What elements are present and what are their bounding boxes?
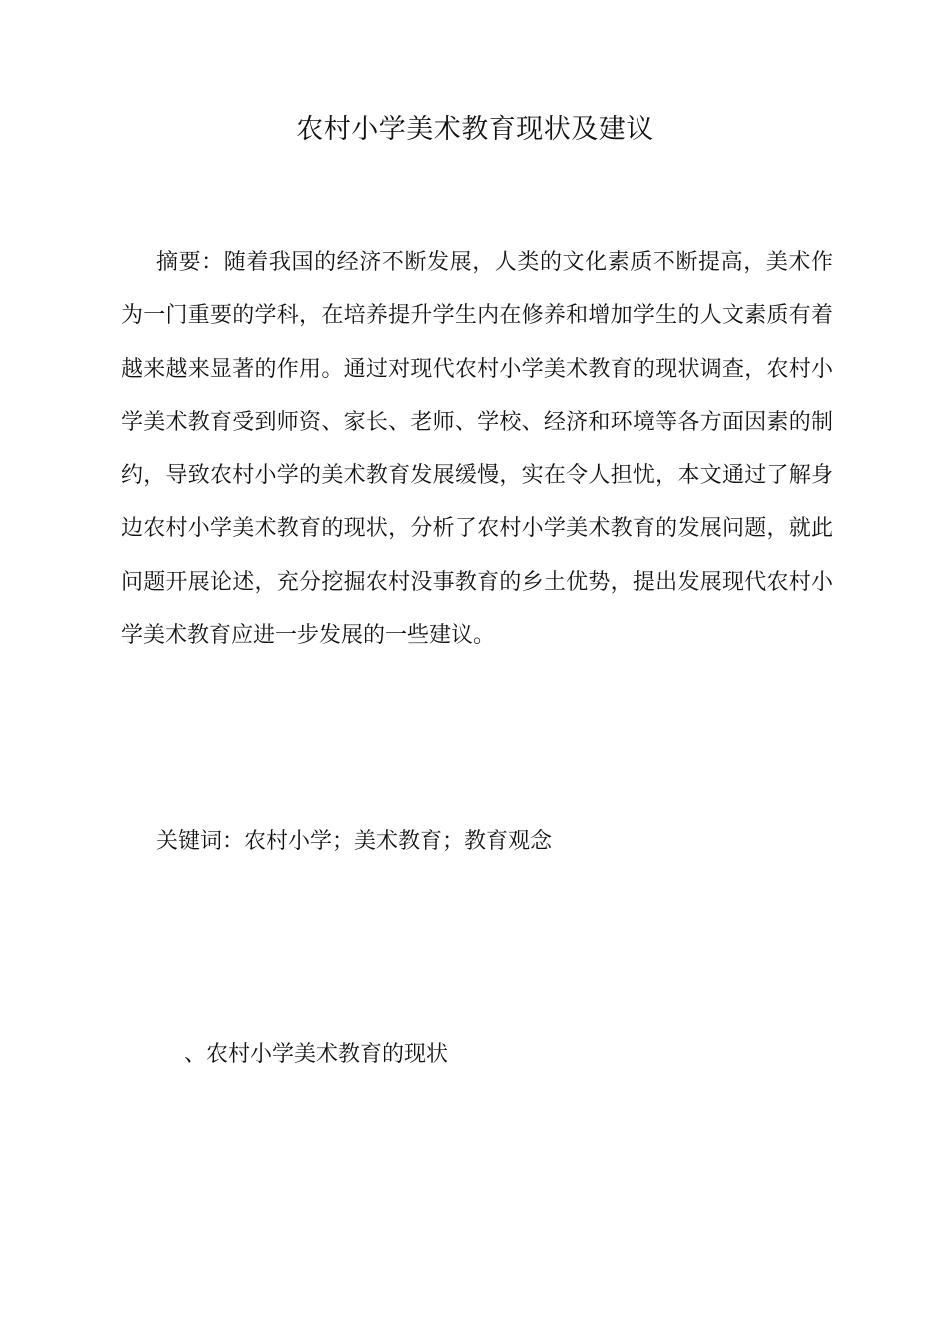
keywords-line: 关键词：农村小学；美术教育；教育观念 <box>156 829 553 854</box>
section-heading: 、农村小学美术教育的现状 <box>184 1042 449 1067</box>
document-title: 农村小学美术教育现状及建议 <box>296 114 654 145</box>
abstract-paragraph: 摘要：随着我国的经济不断发展，人类的文化素质不断提高，美术作为一门重要的学科，在培养提升学生内在修养和增加学生的人文素质有着越来越来显著的作用。通过对现代农村小学美术教育的现状调查，农村小学美术教育受到师资、家长、老师、学校、经济和环境等各方面因素的制约，导致农村小学的美术教育发展缓慢，实在令人担忧，本文通过了解身边农村小学美术教育的现状，分析了农村小学美术教育的发展问题，就此问题开展论述，充分挖掘农村没事教育的乡土优势，提出发展现代农村小学美术教育应进一步发展的一些建议。 <box>121 250 833 649</box>
